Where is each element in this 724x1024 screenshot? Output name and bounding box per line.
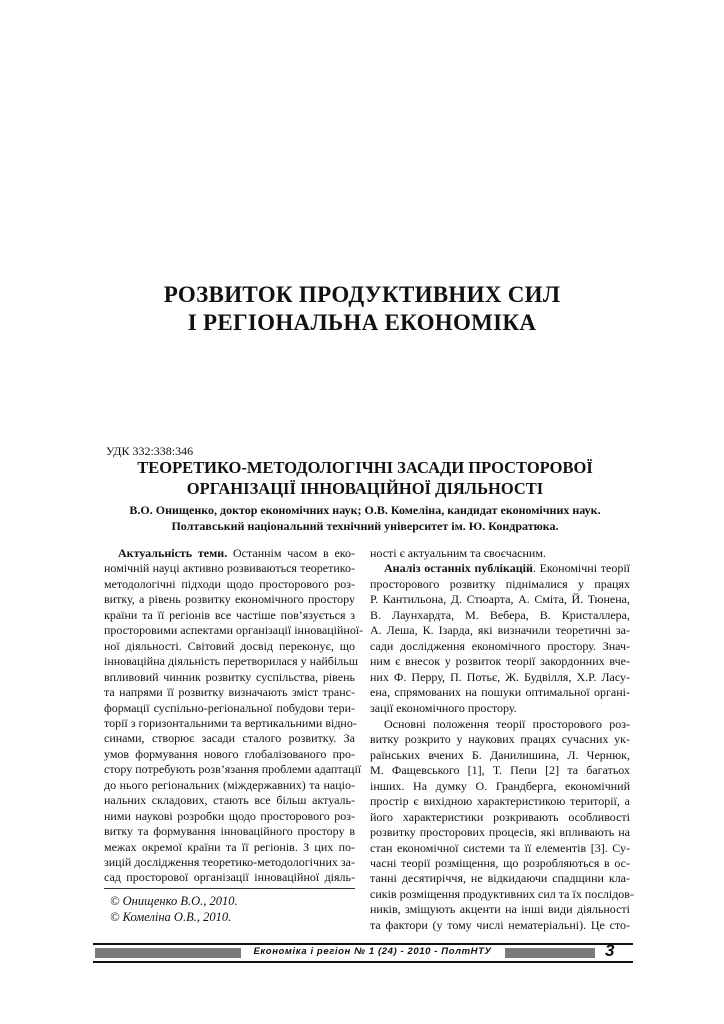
paragraph-heading: Актуальність теми. [118,546,228,560]
text-line [370,747,630,763]
line-text: витку розкрито у наукових працях сучасних ук- [370,732,630,747]
line-text: сиків розміщення продуктивних сил та їх послідов- [370,886,634,901]
line-text: ної діяльності. Світовий досвід переконує, що [104,638,355,653]
text-line [370,855,630,871]
line-text: формації суспільно-регіональної побудови тери- [104,700,355,715]
line-text: них Ф. Перру, П. Потьє, Ж. Будвілля, Х.Р. Ласу- [370,669,630,684]
line-text: Основні положення теорії просторового роз- [384,716,630,731]
text-line [370,638,630,654]
line-text: витку, а рівень розвитку економічного простору [104,592,355,607]
text-line [370,778,630,794]
text-line [370,622,630,638]
line-text: нальних складових, стають все більш актуаль- [104,793,355,808]
text-line [370,653,630,669]
footer-grey-bar-right [505,948,595,958]
line-text: ена, спрямованих на пошуки оптимальної органі- [370,685,630,700]
line-text: інноваційна діяльність перетворилася у найбільш [104,654,358,669]
text-line [370,840,630,856]
text-line [104,638,355,654]
text-line [370,793,630,809]
article-title-line-1: ТЕОРЕТИКО-МЕТОДОЛОГІЧНІ ЗАСАДИ ПРОСТОРОВОЇ [137,458,593,477]
text-line [384,560,630,576]
line-text: країни та її регіонів все частіше пов’язується з [104,607,355,622]
line-text: танні десятиріччя, не відкидаючи спадщини кла- [370,871,630,886]
text-line [384,716,630,732]
section-title-line-2: І РЕГІОНАЛЬНА ЕКОНОМІКА [187,310,537,335]
text-line [370,886,634,902]
line-text: синами, створює засади сталого розвитку. За [104,731,355,746]
line-text: ним є внесок у розвиток теорії закордонних вче- [370,654,630,669]
text-line [370,762,630,778]
line-text: впливовий чинник розвитку суспільства, рівень [104,669,355,684]
line-text: ними наукові розробки щодо просторового роз- [104,808,355,823]
line-text: А. Леша, К. Ізарда, які визначили теоретичні за- [370,623,630,638]
line-text: Останнім часом в еко- [227,546,356,560]
line-text: раїнських вчених Б. Данилишина, Л. Чернюк, [370,747,630,762]
line-text: сад просторової організації інноваційної діяль- [104,870,355,885]
line-text: методологічні підходи щодо просторового роз- [104,576,355,591]
line-text: зицій дослідження теоретико-методологічних за- [104,855,355,869]
line-text: розвитку просторових процесів, які впливають на [370,825,630,840]
copyright-footnote: © Комеліна О.В., 2010. [110,910,232,924]
paragraph-heading: Аналіз останніх публікацій [384,561,533,576]
line-text: стору потребують розв’язання проблеми адаптації [104,762,362,777]
text-line [104,684,355,700]
page-number: 3 [605,941,615,960]
footer-bottom-rule [93,961,633,963]
text-line [370,607,630,623]
text-line [370,700,630,716]
affiliation: Полтавський національний технічний університет ім. Ю. Кондратюка. [171,519,559,533]
line-text: просторового розвитку піднімалися у працях [370,576,630,591]
text-line [104,576,355,592]
text-line [370,591,630,607]
text-line [104,792,355,808]
text-line [104,715,355,731]
text-line [104,839,355,855]
line-text: до нього регіональних (міждержавних) та націо- [104,777,355,792]
footer-grey-bar-left [95,948,241,958]
text-line [104,560,355,576]
line-text: ників, зміщують акценти на інші види діяльності [370,902,630,917]
article-title-line-2: ОРГАНІЗАЦІЇ ІННОВАЦІЙНОЇ ДІЯЛЬНОСТІ [186,479,544,498]
line-text: ності є актуальним та своєчасним. [370,546,546,560]
text-line [104,700,355,716]
text-line [370,901,630,917]
text-line [104,730,355,746]
footnote-divider [104,888,355,889]
udk-code: УДК 332:338:346 [106,444,194,458]
line-text: сади дослідження економічного простору. Знач- [370,638,630,653]
text-line [370,669,630,685]
line-text: його характеристики розкривають особливості [370,809,630,824]
text-line [118,545,355,561]
authors: В.О. Онищенко, доктор економічних наук; О.В. Комеліна, кандидат економічних наук. [129,503,601,517]
text-line [104,607,355,623]
line-text: Р. Кантильона, Д. Стюарта, А. Сміта, Й. Тюнена, [370,592,630,607]
line-text: М. Фащевського [1], Т. Пепи [2] та багатьох [370,763,630,778]
text-line [104,823,355,839]
text-line [104,777,355,793]
section-title-line-1: РОЗВИТОК ПРОДУКТИВНИХ СИЛ [163,282,561,307]
left-column [104,545,364,885]
line-text: витку та формування інноваційного простору в [104,824,355,839]
right-column [370,545,634,932]
line-text: зації економічного простору. [370,700,517,715]
line-text: часні теорії розміщення, що розробляються в ос- [370,856,630,870]
line-text: межах окремої країни та її регіонів. З цих по- [104,839,355,854]
journal-footer: Економіка і регіон № 1 (24) - 2010 - ПолтНТУ [253,946,492,957]
line-text: просторовими аспектами організації інноваційної- [104,623,364,638]
line-text: та фактори (у тому числі нематеріальні). Це сто- [370,917,630,932]
text-line [104,869,355,885]
line-text: В. Лаунхардта, М. Вебера, В. Кристаллера, [370,607,630,622]
text-line [104,591,355,607]
copyright-footnote: © Онищенко В.О., 2010. [110,894,238,908]
text-line [370,684,630,700]
text-line [104,653,358,669]
line-text: . Економічні теорії [532,561,630,576]
line-text: та напрями її розвитку визначають зміст транс- [104,685,355,700]
line-text: номічній науці активно розвиваються теоретико- [104,561,355,576]
text-line [370,576,630,592]
line-text: інших. На думку О. Грандберга, економічний [370,778,630,793]
text-line [104,669,355,685]
text-line [104,622,364,638]
text-line [370,731,630,747]
text-line [104,761,362,777]
text-line [104,808,355,824]
text-line [104,854,355,870]
text-line [370,917,630,933]
text-line [370,824,630,840]
text-line [104,746,355,762]
line-text: торії з горизонтальними та вертикальними відно- [104,715,357,730]
text-line [370,809,630,825]
line-text: стан економічної системи та її елементів [3]. Су- [370,840,630,855]
text-line [370,870,630,886]
line-text: умов формування нового глобалізованого про- [104,746,355,761]
line-text: простір є вихідною характеристикою території, а [370,794,630,809]
text-line [370,545,630,561]
